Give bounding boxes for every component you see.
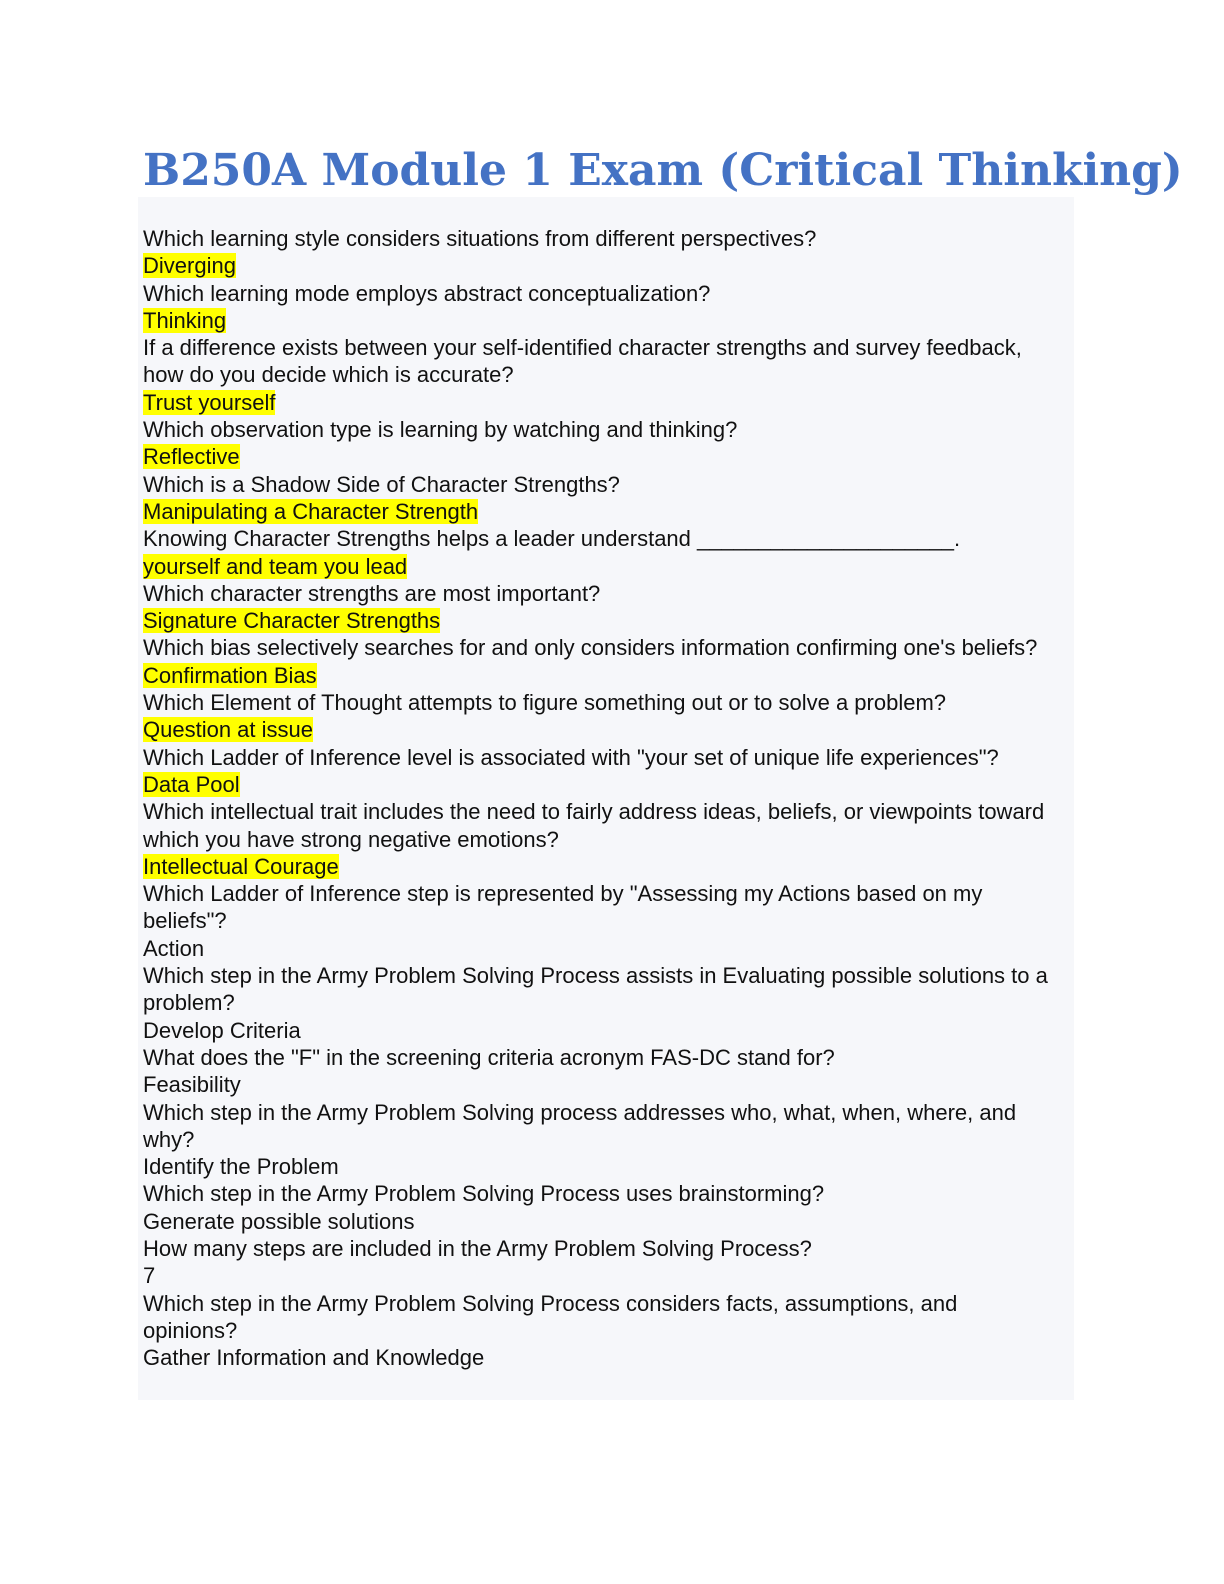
answer-line [143, 1208, 1073, 1235]
question-text: Knowing Character Strengths helps a leader understand _____________________. [143, 526, 961, 552]
answer-line [143, 1017, 1073, 1044]
answer-line [143, 389, 1073, 416]
answer-line [143, 716, 1073, 743]
answer-line [143, 935, 1073, 962]
answer-text: Gather Information and Knowledge [143, 1345, 485, 1371]
question-text: Which step in the Army Problem Solving process addresses who, what, when, where, and why? [143, 1099, 1017, 1152]
answer-line [143, 662, 1073, 689]
highlighted-answer: Diverging [143, 253, 236, 279]
question-text: Which step in the Army Problem Solving Process uses brainstorming? [143, 1181, 825, 1207]
question-text: Which learning mode employs abstract conceptualization? [143, 280, 711, 306]
qa-list [143, 225, 1073, 1371]
question-text: What does the "F" in the screening criteria acronym FAS-DC stand for? [143, 1044, 835, 1070]
answer-line [143, 498, 1073, 525]
answer-line [143, 1071, 1073, 1098]
answer-text: Develop Criteria [143, 1017, 301, 1043]
question-text: Which is a Shadow Side of Character Strengths? [143, 471, 620, 497]
question-text: Which Ladder of Inference step is represented by "Assessing my Actions based on my beliefs"? [143, 881, 983, 934]
question-text: Which Ladder of Inference level is associated with "your set of unique life experiences"? [143, 744, 999, 770]
question-text: Which bias selectively searches for and only considers information confirming one's beliefs? [143, 635, 1038, 661]
question-text: Which learning style considers situations from different perspectives? [143, 226, 817, 251]
answer-line [143, 252, 1073, 279]
question-text: Which step in the Army Problem Solving Process considers facts, assumptions, and opinions? [143, 1290, 958, 1343]
highlighted-answer: Intellectual Courage [143, 853, 339, 879]
question-text: How many steps are included in the Army Problem Solving Process? [143, 1235, 812, 1261]
question-text: Which intellectual trait includes the need to fairly address ideas, beliefs, or viewpoints toward which you have strong negative emotions? [143, 799, 1045, 852]
answer-line [143, 607, 1073, 634]
answer-text: Action [143, 935, 205, 961]
answer-line [143, 1153, 1073, 1180]
highlighted-answer: Data Pool [143, 771, 240, 797]
highlighted-answer: Trust yourself [143, 389, 276, 415]
answer-line [143, 443, 1073, 470]
highlighted-answer: Confirmation Bias [143, 662, 317, 688]
question-text: Which Element of Thought attempts to figure something out or to solve a problem? [143, 690, 947, 716]
highlighted-answer: Signature Character Strengths [143, 608, 441, 634]
answer-line [143, 553, 1073, 580]
answer-line [143, 1262, 1073, 1289]
answer-line [143, 853, 1073, 880]
highlighted-answer: Question at issue [143, 717, 313, 743]
question-text: Which step in the Army Problem Solving Process assists in Evaluating possible solutions to a problem? [143, 963, 1048, 1016]
answer-text: Identify the Problem [143, 1154, 339, 1180]
highlighted-answer: Thinking [143, 307, 227, 333]
question-text: Which character strengths are most important? [143, 580, 601, 606]
answer-text: 7 [143, 1263, 156, 1289]
question-text: If a difference exists between your self-identified character strengths and survey feedback, how do you decide which is accurate? [143, 335, 1022, 388]
highlighted-answer: Reflective [143, 444, 240, 470]
page-title: B250A Module 1 Exam (Critical Thinking) [143, 145, 1183, 196]
highlighted-answer: yourself and team you lead [143, 553, 408, 579]
answer-line [143, 1344, 1073, 1371]
answer-text: Feasibility [143, 1072, 241, 1098]
answer-line [143, 307, 1073, 334]
answer-text: Generate possible solutions [143, 1208, 415, 1234]
highlighted-answer: Manipulating a Character Strength [143, 498, 479, 524]
question-text: Which observation type is learning by watching and thinking? [143, 417, 738, 443]
answer-line [143, 771, 1073, 798]
